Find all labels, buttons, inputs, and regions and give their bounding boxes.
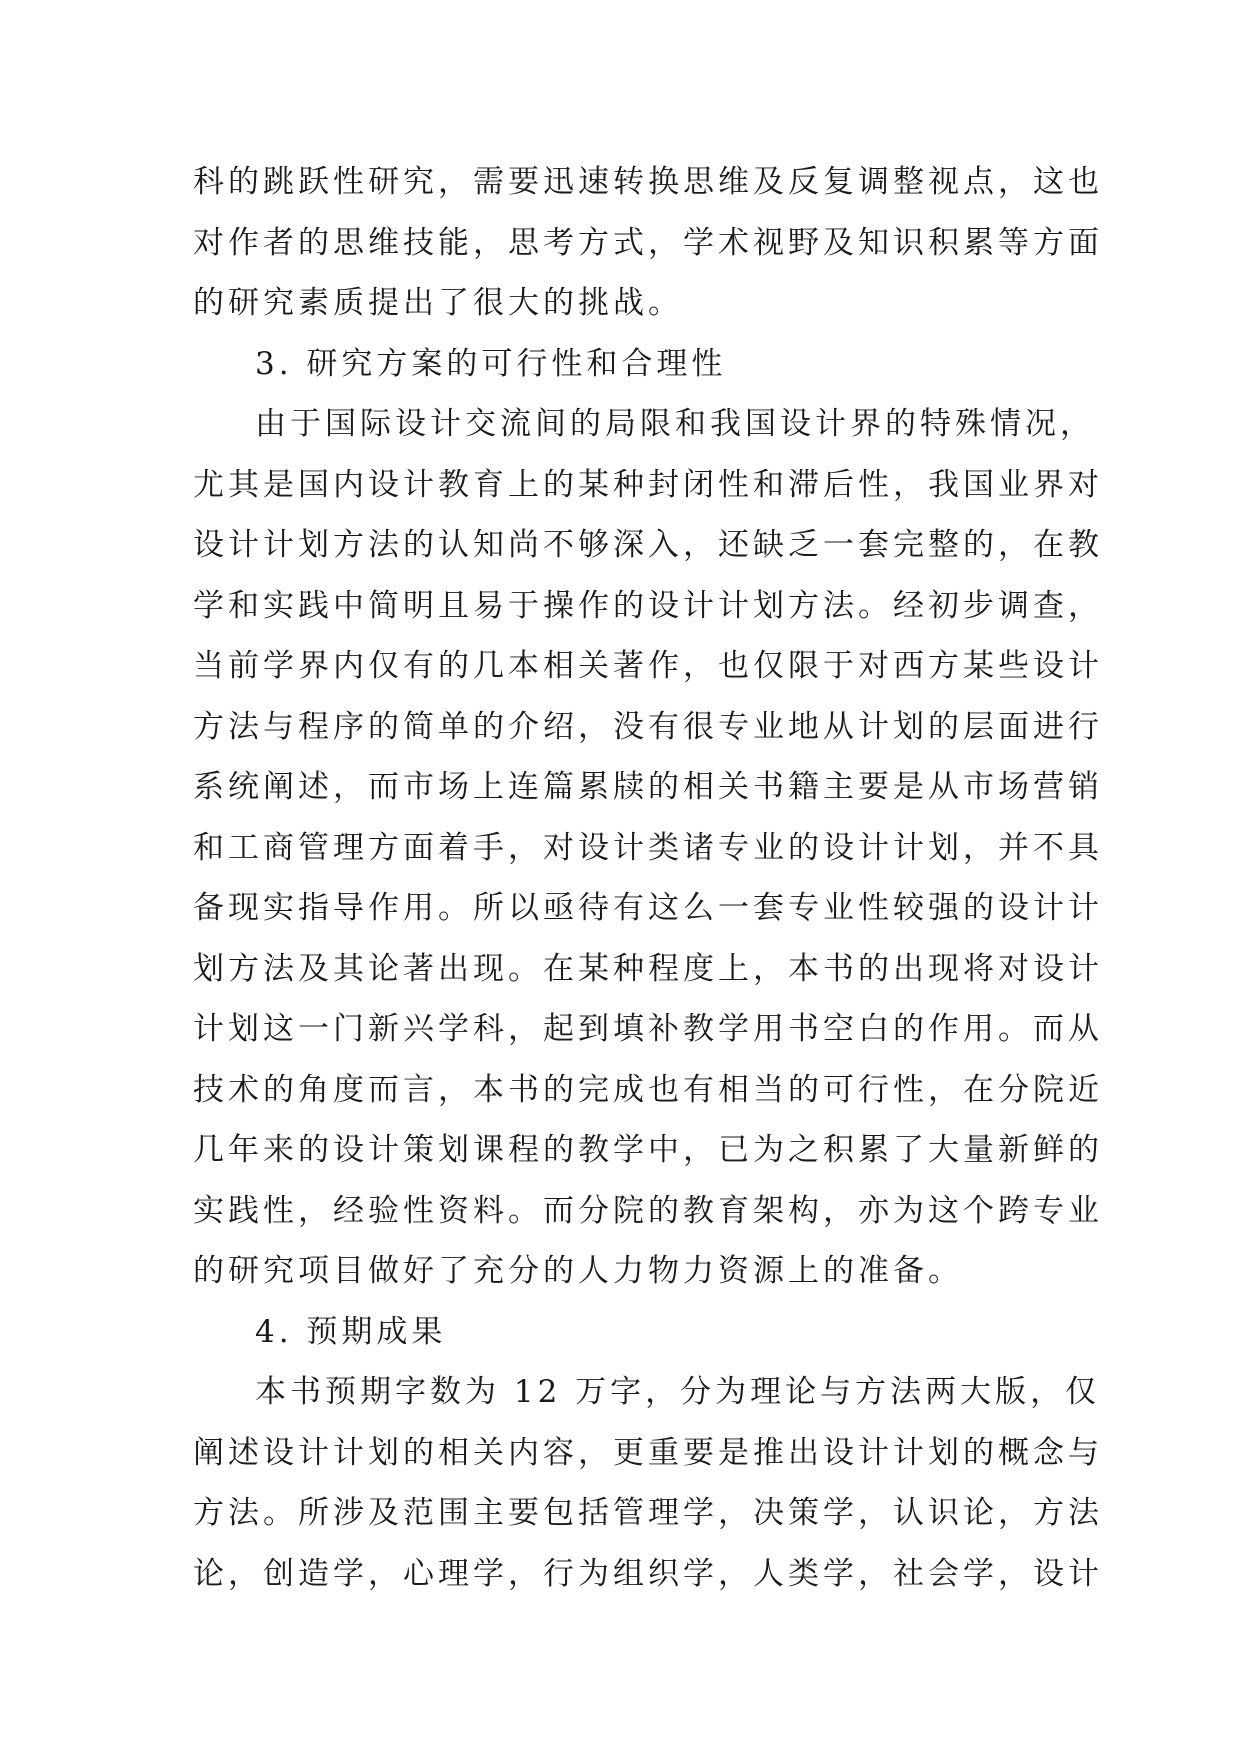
paragraph-feasibility: [193, 394, 1103, 1302]
text-line: 方法与程序的简单的介绍，没有很专业地从计划的层面进行: [193, 708, 1103, 745]
text-line: 方法。所涉及范围主要包括管理学，决策学，认识论，方法: [193, 1495, 1103, 1531]
text-line: 的研究项目做好了充分的人力物力资源上的准备。: [193, 1253, 963, 1289]
text-line: 技术的角度而言，本书的完成也有相当的可行性，在分院近: [193, 1071, 1103, 1108]
text-line: 科的跳跃性研究，需要迅速转换思维及反复调整视点，这也: [193, 164, 1103, 200]
text-line: 阐述设计计划的相关内容，更重要是推出设计计划的概念与: [193, 1434, 1103, 1471]
text-line: 计划这一门新兴学科，起到填补教学用书空白的作用。而从: [193, 1011, 1103, 1047]
section-heading-3: 3. 研究方案的可行性和合理性: [255, 345, 727, 382]
paragraph-expected-results: [193, 1362, 1103, 1604]
text-line: 当前学界内仅有的几本相关著作，也仅限于对西方某些设计: [193, 648, 1103, 684]
text-line: 尤其是国内设计教育上的某种封闭性和滞后性，我国业界对: [193, 466, 1103, 503]
text-line: 系统阐述，而市场上连篇累牍的相关书籍主要是从市场营销: [193, 769, 1103, 805]
text-line: 设计计划方法的认知尚不够深入，还缺乏一套完整的，在教: [193, 527, 1103, 563]
text-line: 和工商管理方面着手，对设计类诸专业的设计计划，并不具: [193, 829, 1103, 866]
document-body: [193, 152, 1103, 1604]
text-line: 的研究素质提出了很大的挑战。: [193, 285, 683, 321]
text-line: 学和实践中简明且易于操作的设计计划方法。经初步调查，: [193, 587, 1103, 624]
text-line: 实践性，经验性资料。而分院的教育架构，亦为这个跨专业: [193, 1192, 1103, 1229]
text-line: 几年来的设计策划课程的教学中，已为之积累了大量新鲜的: [193, 1132, 1103, 1168]
text-line: 由于国际设计交流间的局限和我国设计界的特殊情况，: [255, 406, 1095, 442]
text-line: 本书预期字数为 12 万字，分为理论与方法两大版，仅: [255, 1374, 1101, 1410]
text-line: 划方法及其论著出现。在某种程度上，本书的出现将对设计: [193, 950, 1103, 987]
text-line: 论，创造学，心理学，行为组织学，人类学，社会学，设计: [193, 1555, 1103, 1592]
text-line: 对作者的思维技能，思考方式，学术视野及知识积累等方面: [193, 224, 1103, 261]
paragraph-intro: [193, 152, 1103, 334]
text-line: 备现实指导作用。所以亟待有这么一套专业性较强的设计计: [193, 890, 1103, 926]
section-heading-4: 4. 预期成果: [255, 1313, 447, 1350]
